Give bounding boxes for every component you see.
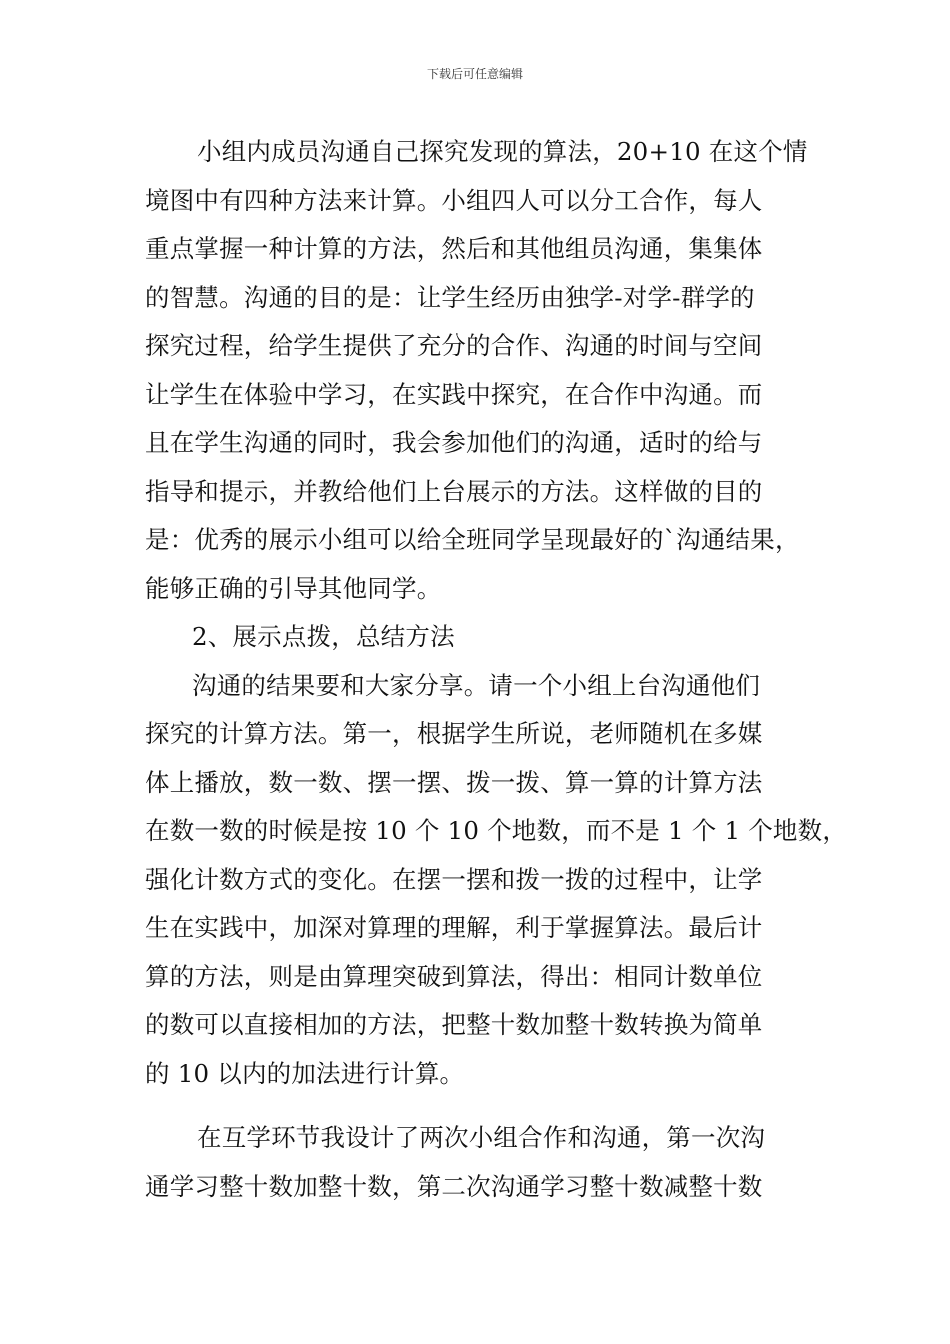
paragraph-line: 体上播放，数一数、摆一摆、拨一拨、算一算的计算方法 bbox=[145, 767, 763, 797]
paragraph-line: 且在学生沟通的同时，我会参加他们的沟通，适时的给与 bbox=[145, 428, 763, 457]
paragraph-line: 生在实践中，加深对算理的理解，利于掌握算法。最后计 bbox=[145, 913, 763, 942]
paragraph-line: 的 10 以内的加法进行计算。 bbox=[145, 1058, 465, 1088]
paragraph-line: 算的方法，则是由算理突破到算法，得出：相同计数单位 bbox=[145, 961, 763, 991]
paragraph-line: 通学习整十数加整十数，第二次沟通学习整十数减整十数 bbox=[145, 1171, 763, 1201]
paragraph-line: 在互学环节我设计了两次小组合作和沟通，第一次沟 bbox=[197, 1123, 766, 1152]
paragraph-line: 的数可以直接相加的方法，把整十数加整十数转换为简单 bbox=[145, 1010, 763, 1039]
paragraph-line: 境图中有四种方法来计算。小组四人可以分工合作，每人 bbox=[145, 185, 763, 215]
paragraph-line: 探究的计算方法。第一，根据学生所说，老师随机在多媒 bbox=[145, 719, 763, 748]
paragraph-line: 是：优秀的展示小组可以给全班同学呈现最好的`沟通结果， bbox=[145, 525, 800, 554]
section-heading: 2、展示点拨，总结方法 bbox=[192, 622, 455, 651]
paragraph-line: 重点掌握一种计算的方法，然后和其他组员沟通，集集体 bbox=[145, 234, 763, 263]
document-body bbox=[145, 128, 848, 1211]
paragraph-line: 让学生在体验中学习，在实践中探究，在合作中沟通。而 bbox=[145, 379, 763, 409]
paragraph-line: 小组内成员沟通自己探究发现的算法，20+10 在这个情 bbox=[197, 137, 808, 166]
paragraph-line: 探究过程，给学生提供了充分的合作、沟通的时间与空间 bbox=[145, 331, 763, 360]
paragraph-line: 在数一数的时候是按 10 个 10 个地数，而不是 1 个 1 个地数， bbox=[145, 816, 848, 845]
page-header: 下载后可任意编辑 bbox=[426, 67, 523, 81]
paragraph-line: 沟通的结果要和大家分享。请一个小组上台沟通他们 bbox=[192, 670, 761, 700]
paragraph-line: 强化计数方式的变化。在摆一摆和拨一拨的过程中，让学 bbox=[145, 864, 763, 894]
paragraph-line: 的智慧。沟通的目的是：让学生经历由独学-对学-群学的 bbox=[145, 282, 755, 312]
paragraph-spacer bbox=[145, 1098, 815, 1114]
paragraph-line: 能够正确的引导其他同学。 bbox=[145, 573, 442, 603]
paragraph-line: 指导和提示，并教给他们上台展示的方法。这样做的目的 bbox=[145, 476, 763, 506]
